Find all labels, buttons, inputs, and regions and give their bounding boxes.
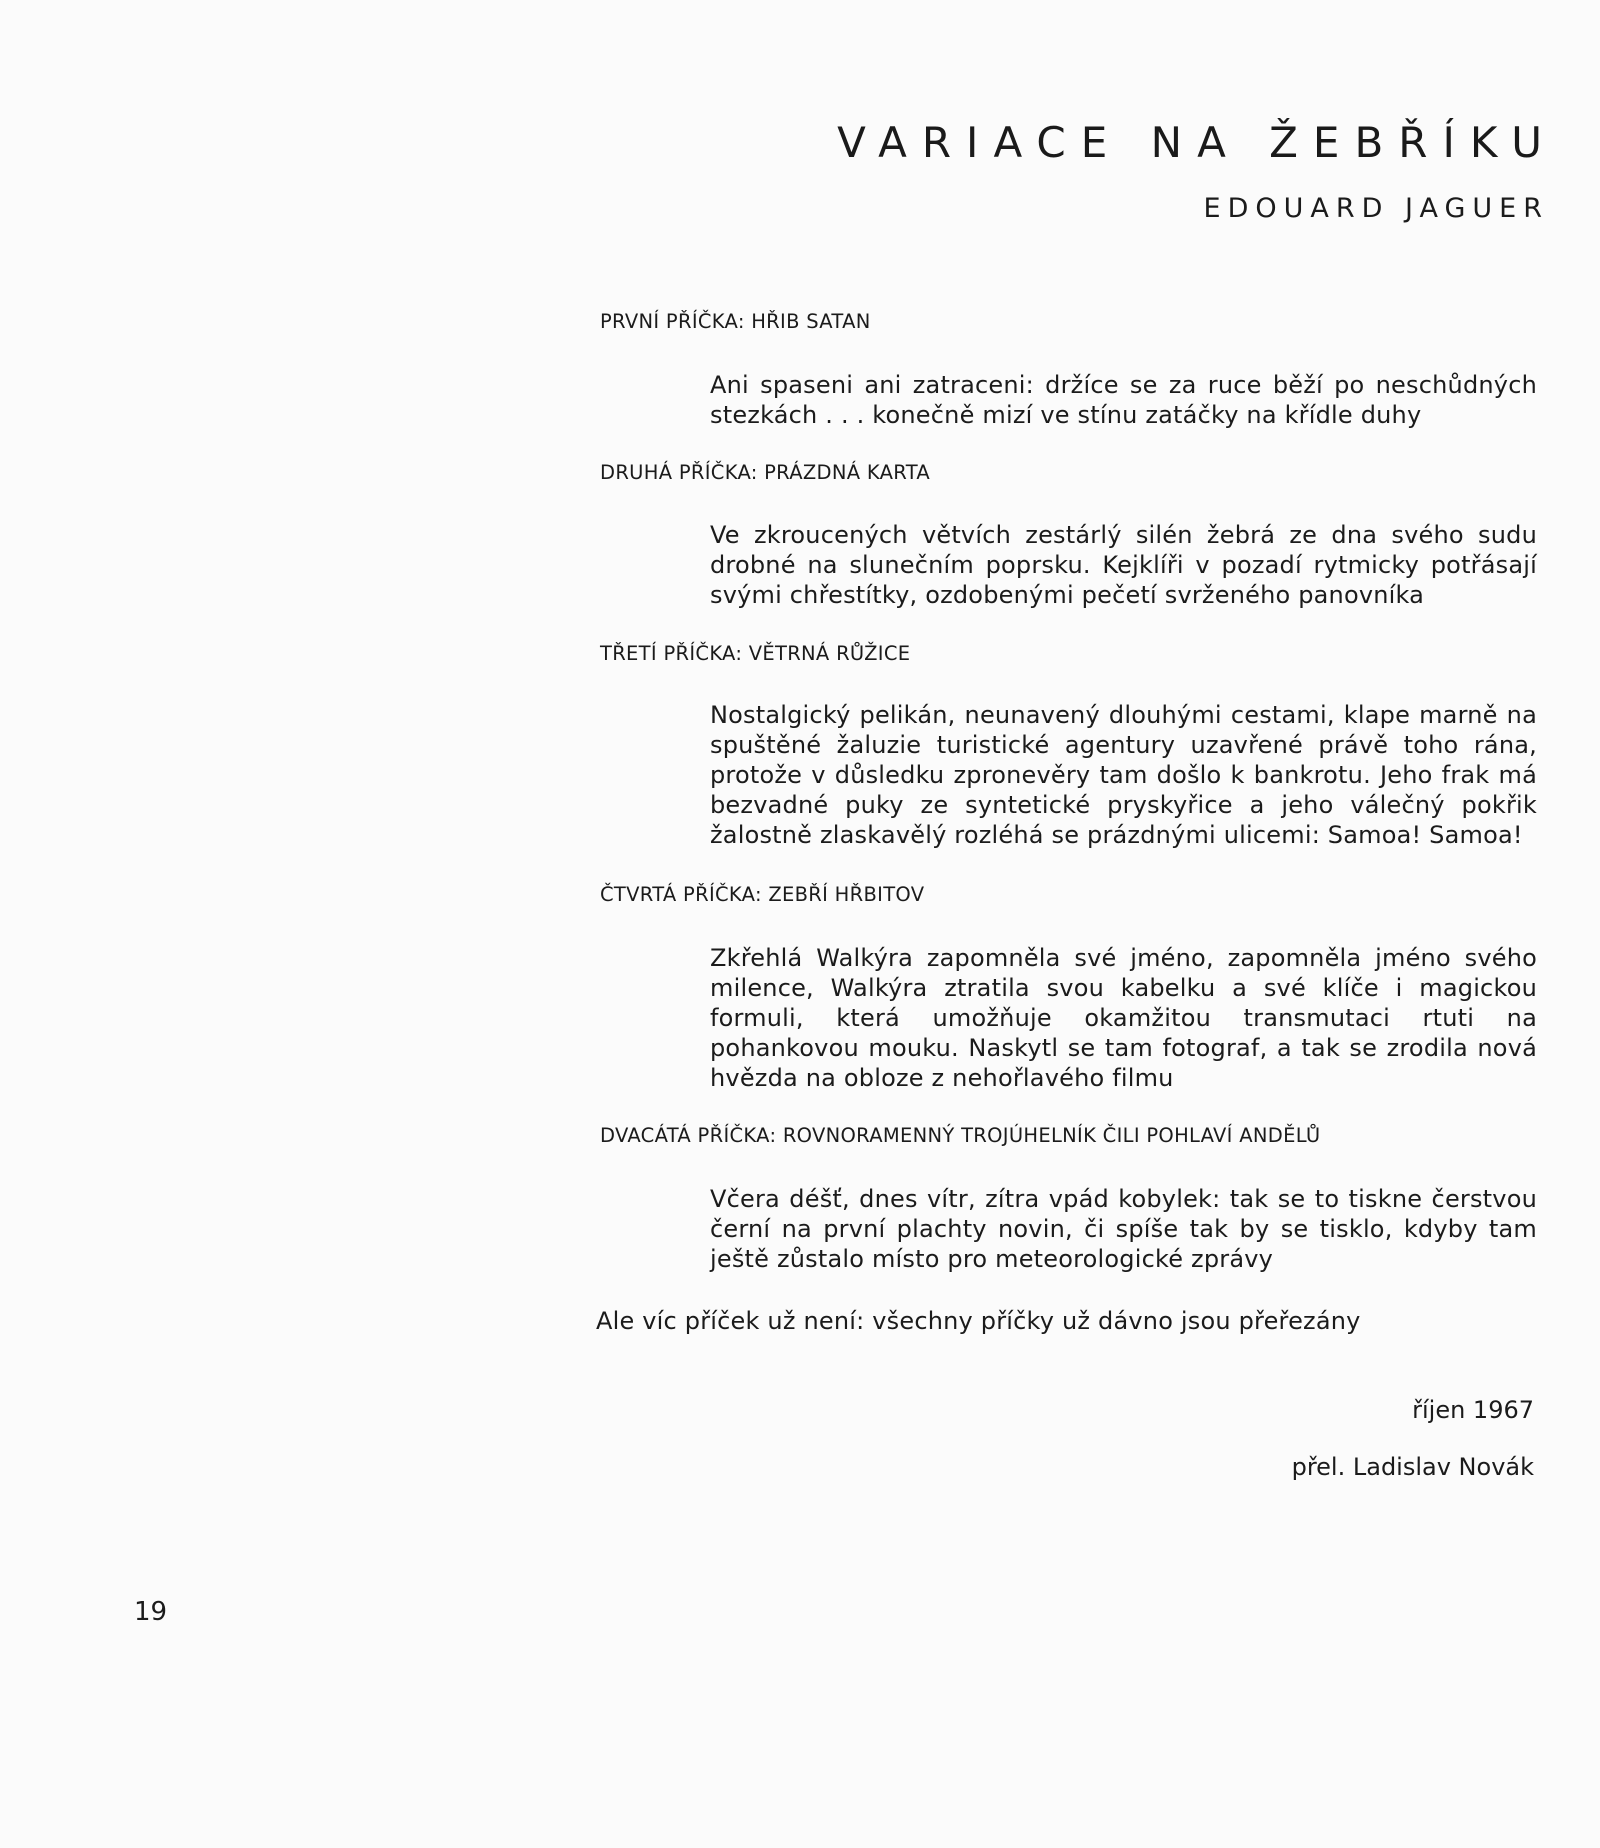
section-text-1: Ani spaseni ani zatraceni: držíce se za ruce běží po neschůdných stezkách . . . konečně mizí ve stínu zatáčky na křídle duhy — [710, 371, 1537, 429]
closing-line: Ale víc příček už není: všechny příčky už dávno jsou přeřezány — [596, 1307, 1361, 1335]
section-heading-1: PRVNÍ PŘÍČKA: HŘIB SATAN — [600, 310, 871, 333]
section-text-2: Ve zkroucených větvích zestárlý silén žebrá ze dna svého sudu drobné na slunečním poprsku. Kejklíři v pozadí rytmicky potřásají svými chřestítky, ozdobenými pečetí svrženého panovníka — [710, 521, 1537, 609]
page-number: 19 — [134, 1597, 168, 1627]
author-name: EDOUARD JAGUER — [1203, 193, 1549, 224]
translator-credit: přel. Ladislav Novák — [1291, 1453, 1534, 1481]
section-text-3: Nostalgický pelikán, neunavený dlouhými cestami, klape marně na spuštěné žaluzie turistické agentury uzavřené právě toho rána, protože v důsledku zpronevěry tam došlo k bankrotu. Jeho frak má bezvadné puky ze syntetické pryskyřice a jeho válečný pokřik žalostně zlaskavělý rozléhá se prázdnými ulicemi: Samoa! Samoa! — [710, 701, 1537, 849]
section-heading-2: DRUHÁ PŘÍČKA: PRÁZDNÁ KARTA — [600, 461, 931, 484]
page-title: VARIACE NA ŽEBŘÍKU — [837, 118, 1557, 167]
section-heading-3: TŘETÍ PŘÍČKA: VĚTRNÁ RŮŽICE — [600, 642, 911, 665]
date-line: říjen 1967 — [1412, 1396, 1534, 1424]
section-text-5: Včera déšť, dnes vítr, zítra vpád kobylek: tak se to tiskne čerstvou černí na první plachty novin, či spíše tak by se tisklo, kdyby tam ještě zůstalo místo pro meteorologické zprávy — [710, 1185, 1537, 1273]
section-heading-5: DVACÁTÁ PŘÍČKA: ROVNORAMENNÝ TROJÚHELNÍK ČILI POHLAVÍ ANDĚLŮ — [600, 1124, 1321, 1147]
section-text-4: Zkřehlá Walkýra zapomněla své jméno, zapomněla jméno svého milence, Walkýra ztratila svou kabelku a své klíče i magickou formuli, která umožňuje okamžitou transmutaci rtuti na pohankovou mouku. Naskytl se tam fotograf, a tak se zrodila nová hvězda na obloze z nehořlavého filmu — [710, 944, 1537, 1092]
section-heading-4: ČTVRTÁ PŘÍČKA: ZEBŘÍ HŘBITOV — [600, 883, 925, 906]
